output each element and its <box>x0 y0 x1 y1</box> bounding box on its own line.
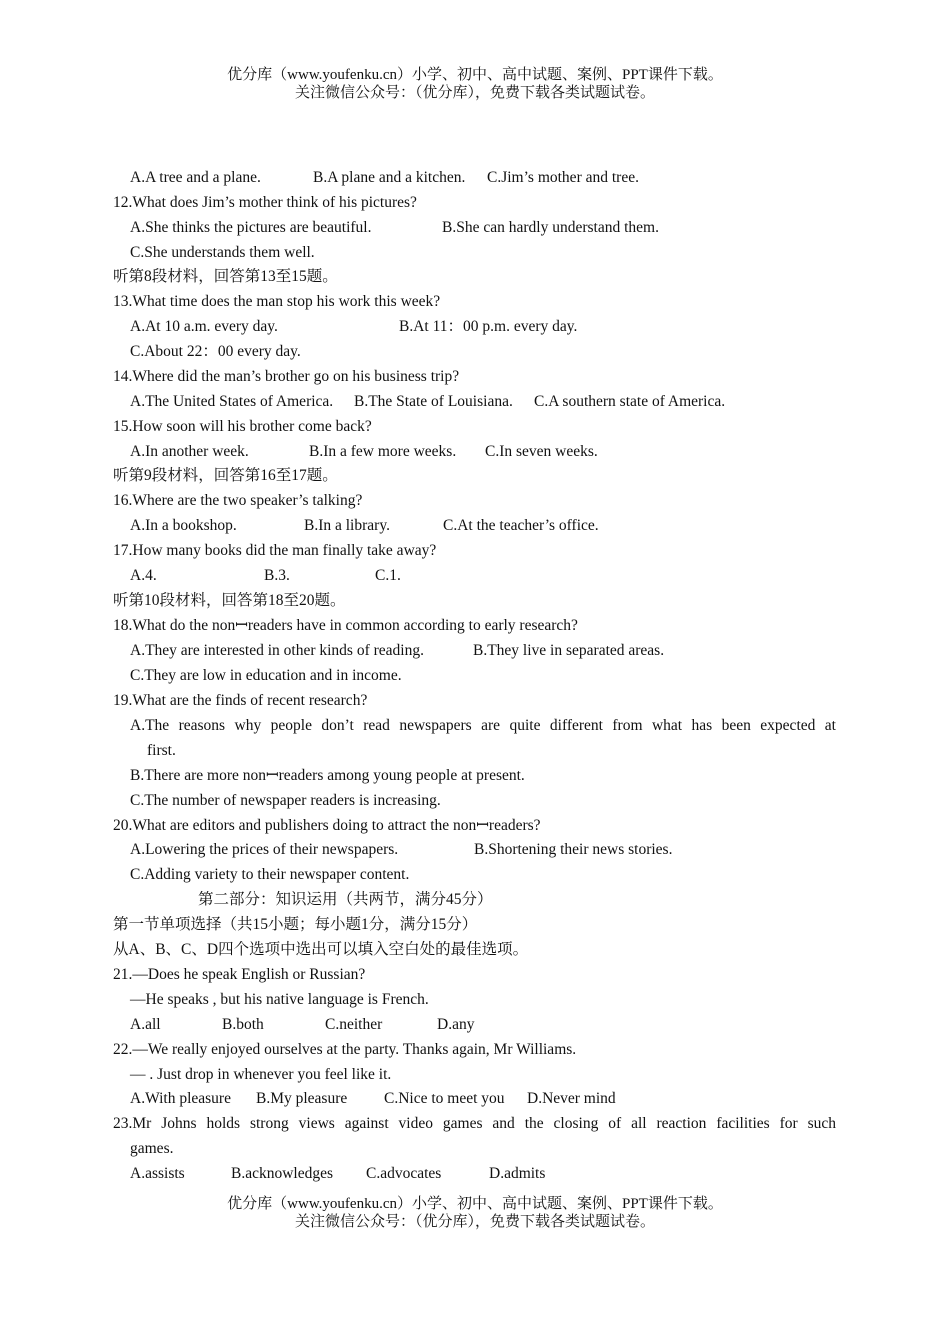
q11-option-b: B.A plane and a kitchen. <box>313 169 466 186</box>
q20-stem: 20.What are editors and publishers doing to attract the nonꟷreaders? <box>113 817 541 834</box>
q12-option-b: B.She can hardly understand them. <box>442 219 659 236</box>
footer-line-1: 优分库（www.youfenku.cn）小学、初中、高中试题、案例、PPT课件下载。 <box>227 1196 723 1212</box>
q16-option-a: A.In a bookshop. <box>130 517 237 534</box>
q21-option-d: D.any <box>437 1016 475 1033</box>
q20-option-a: A.Lowering the prices of their newspapers. <box>130 841 399 858</box>
q22-option-d: D.Never mind <box>527 1090 616 1107</box>
q15-option-c: C.In seven weeks. <box>485 443 598 460</box>
q20-option-c: C.Adding variety to their newspaper content. <box>130 866 410 883</box>
q16-option-b: B.In a library. <box>304 517 390 534</box>
q18-option-b: B.They live in separated areas. <box>473 642 665 659</box>
q13-option-b: B.At 11：00 p.m. every day. <box>399 318 578 335</box>
q23-stem-continued: games. <box>130 1140 174 1157</box>
q22-option-b: B.My pleasure <box>256 1090 348 1107</box>
q23-option-d: D.admits <box>489 1165 546 1182</box>
section-8-heading: 听第8段材料，回答第13至15题。 <box>113 268 338 285</box>
q17-option-c: C.1. <box>375 567 401 584</box>
q15-option-a: A.In another week. <box>130 443 249 460</box>
q21-option-a: A.all <box>130 1016 161 1033</box>
q19-option-a-continued: first. <box>147 742 176 759</box>
q21-response: —He speaks , but his native language is French. <box>130 991 429 1008</box>
q17-option-a: A.4. <box>130 567 157 584</box>
q18-stem: 18.What do the nonꟷreaders have in common according to early research? <box>113 617 578 634</box>
q13-option-c: C.About 22：00 every day. <box>130 343 301 360</box>
q18-option-c: C.They are low in education and in income. <box>130 667 402 684</box>
q15-stem: 15.How soon will his brother come back? <box>113 418 372 435</box>
section-1-heading: 第一节单项选择（共15小题；每小题1分，满分15分） <box>113 916 478 933</box>
q20-option-b: B.Shortening their news stories. <box>474 841 673 858</box>
q15-option-b: B.In a few more weeks. <box>309 443 457 460</box>
q21-option-b: B.both <box>222 1016 264 1033</box>
section-10-heading: 听第10段材料，回答第18至20题。 <box>113 592 346 609</box>
q19-option-b: B.There are more nonꟷreaders among young people at present. <box>130 767 525 784</box>
q12-option-a: A.She thinks the pictures are beautiful. <box>130 219 372 236</box>
q21-stem: 21.—Does he speak English or Russian? <box>113 966 366 983</box>
header-line-1: 优分库（www.youfenku.cn）小学、初中、高中试题、案例、PPT课件下载。 <box>227 67 723 83</box>
q11-option-c: C.Jim’s mother and tree. <box>487 169 639 186</box>
q19-stem: 19.What are the finds of recent research? <box>113 692 368 709</box>
q18-option-a: A.They are interested in other kinds of reading. <box>130 642 424 659</box>
q14-option-a: A.The United States of America. <box>130 393 334 410</box>
q17-stem: 17.How many books did the man finally take away? <box>113 542 437 559</box>
q11-option-a: A.A tree and a plane. <box>130 169 261 186</box>
q21-option-c: C.neither <box>325 1016 383 1033</box>
footer-line-2: 关注微信公众号：（优分库），免费下载各类试题试卷。 <box>294 1214 655 1230</box>
q19-option-c: C.The number of newspaper readers is increasing. <box>130 792 441 809</box>
q14-stem: 14.Where did the man’s brother go on his business trip? <box>113 368 460 385</box>
q13-stem: 13.What time does the man stop his work this week? <box>113 293 441 310</box>
q23-option-b: B.acknowledges <box>231 1165 334 1182</box>
section-9-heading: 听第9段材料，回答第16至17题。 <box>113 467 338 484</box>
page-footer <box>0 1195 950 1231</box>
part-2-heading: 第二部分：知识运用（共两节，满分45分） <box>198 891 493 908</box>
instructions: 从A、B、C、D四个选项中选出可以填入空白处的最佳选项。 <box>113 941 529 958</box>
page-header <box>0 66 950 102</box>
q16-stem: 16.Where are the two speaker’s talking? <box>113 492 363 509</box>
header-line-2: 关注微信公众号：（优分库），免费下载各类试题试卷。 <box>294 85 655 101</box>
q23-option-c: C.advocates <box>366 1165 442 1182</box>
q23-option-a: A.assists <box>130 1165 185 1182</box>
q19-option-a: A.The reasons why people don’t read newspapers are quite different from what has been expected at <box>130 717 836 734</box>
q17-option-b: B.3. <box>264 567 290 584</box>
q13-option-a: A.At 10 a.m. every day. <box>130 318 278 335</box>
q12-stem: 12.What does Jim’s mother think of his pictures? <box>113 194 417 211</box>
q22-response: — . Just drop in whenever you feel like it. <box>130 1066 392 1083</box>
q16-option-c: C.At the teacher’s office. <box>443 517 599 534</box>
q14-option-c: C.A southern state of America. <box>534 393 726 410</box>
q23-stem: 23.Mr Johns holds strong views against video games and the closing of all reaction facilities for such <box>113 1115 836 1132</box>
q14-option-b: B.The State of Louisiana. <box>354 393 513 410</box>
q22-option-c: C.Nice to meet you <box>384 1090 505 1107</box>
q22-option-a: A.With pleasure <box>130 1090 231 1107</box>
q22-stem: 22.—We really enjoyed ourselves at the party. Thanks again, Mr Williams. <box>113 1041 577 1058</box>
q12-option-c: C.She understands them well. <box>130 244 315 261</box>
